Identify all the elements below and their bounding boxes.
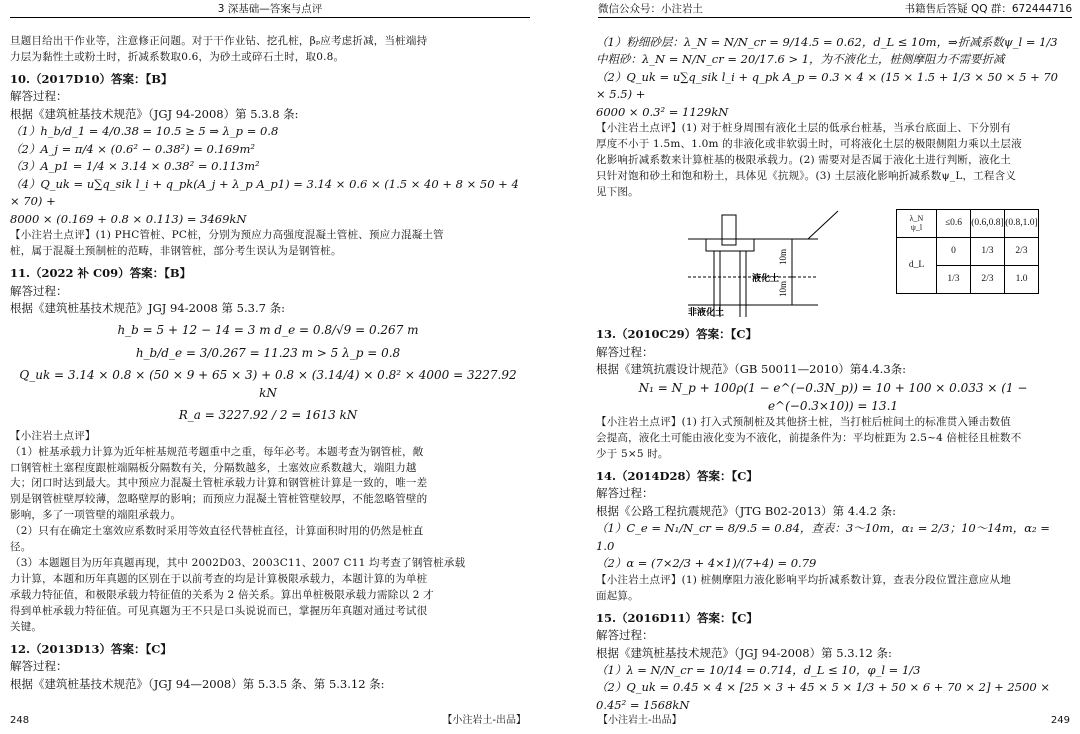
q10-comment: 桩，属于混凝土预制桩的范畴，非钢管桩，部分考生误认为是钢管桩。 [10,245,342,258]
q14-comment: 面起算。 [596,589,639,602]
q15-title: 15.（2016D11）答案：【C】 [596,610,758,625]
dim-10m-lower: 10m [778,281,788,298]
q11-comment: 关键。 [10,621,43,634]
page-body-left [10,34,526,693]
q13-eq: N₁ = N_p + 100ρ(1 − e^(−0.3N_p)) = 10 + 100 × 0.033 × (1 − e^(−0.3×10)) = 13.1 [638,380,1028,413]
q10-proc: 解答过程： [10,89,68,104]
q11-comment: （3）本题题目为历年真题再现，其中 2002D03、2003C11、2007 C11 均考查了钢管桩承载 [10,557,466,570]
q14-proc: 解答过程： [596,486,654,501]
q10-line: 8000 × (0.169 + 0.8 × 0.113) = 3469kN [10,211,247,226]
table-cell: 0 [937,238,971,266]
q11-eq4: R_a = 3227.92 / 2 = 1613 kN [178,408,358,423]
q10-line: （4）Q_uk = u∑q_sik l_i + q_pk(A_j + λ_p A_p1) = 3.14 × 0.6 × (1.5 × 40 + 8 × 50 + 4 × 70) + [10,176,519,209]
q11-comment: 影响，多了一项管壁的端阻承载力。 [10,509,182,522]
q15-proc: 解答过程： [596,628,654,643]
q11-comment-title: 【小注岩土点评】 [10,429,96,442]
q11-eq1: h_b = 5 + 12 − 14 = 3 m d_e = 0.8/√9 = 0.267 m [117,323,419,338]
top-comment: 化影响折减系数来计算桩基的极限承载力。(2) 需要对是否属于液化土进行判断，液化土 [596,154,1011,167]
top-comment: 【小注岩土点评】(1) 对于桩身周围有液化土层的低承台桩基，当承台底面上、下分别有 [596,122,1011,135]
q13-ref: 根据《建筑抗震设计规范》（GB 50011—2010）第4.4.3条: [596,362,907,377]
q11-comment: （1）桩基承载力计算为近年桩基规范考题重中之重，每年必考。本题考查为钢管桩，敞 [10,445,424,458]
q11-title: 11.（2022 补 C09）答案：【B】 [10,266,192,281]
q13-title: 13.（2010C29）答案：【C】 [596,327,758,342]
q14-title: 14.（2014D28）答案：【C】 [596,468,758,483]
table-cell: 1/3 [971,238,1005,266]
row-label-dl: d_L [897,238,937,294]
q14-line: （1）C_e = N₁/N_cr = 8/9.5 = 0.84，查表：3～10m，α₁ = 2/3；10～14m，α₂ = 1.0 [596,521,1050,553]
table-cell: 1/3 [937,266,971,294]
page-body-right [596,34,1070,714]
q13-comment: 会提高，液化土可能由液化变为不液化，前提条件为：平均桩距为 2.5~4 倍桩径且桩数不 [596,431,1022,444]
top-line: 中粗砂：λ_N = N/N_cr = 20/17.6 > 1，为不液化土，桩侧摩阻力不需要折减 [596,52,1005,67]
intro-line: 力层为黏性土或粉土时，折减系数取0.6，为砂土或碎石土时，取0.8。 [10,50,345,63]
q11-comment: 别是钢管桩壁厚较薄，忽略壁厚的影响；而预应力混凝土管桩管壁较厚，不能忽略管壁的 [10,493,428,506]
q12-title: 12.（2013D13）答案：【C】 [10,642,172,656]
table-header-corner: λ_N ψ_l [897,210,937,238]
q15-line: （1）λ = N/N_cr = 10/14 = 0.714，d_L ≤ 10，φ_l = 1/3 [596,662,921,677]
top-line: 6000 × 0.3² = 1129kN [596,104,729,119]
header-wechat: 微信公众号：小注岩土 [598,3,703,15]
page-number-right: 249 [1050,714,1070,726]
table-cell: 2/3 [971,266,1005,294]
q13-proc: 解答过程： [596,344,654,359]
page-right [540,0,1080,734]
q11-comment: 力计算，本题和历年真题的区别在于以前考查的均是计算极限承载力，本题计算的为单桩 [10,573,428,586]
page-number-left: 248 [10,714,30,726]
q15-ref: 根据《建筑桩基技术规范》（JGJ 94-2008）第 5.3.12 条: [596,645,892,660]
label-liquefied-soil: 液化土 [752,274,780,285]
footer-brand-right: 【小注岩土-出品】 [598,714,682,726]
q14-line: （2）α = (7×2/3 + 4×1)/(7+4) = 0.79 [596,556,817,571]
q11-comment: 得到单桩承载力特征值。可见真题为王不只是口头说说而已，掌握历年真题对通过考试很 [10,605,428,618]
top-comment: 见下图。 [596,186,639,199]
q14-ref: 根据《公路工程抗震规范》（JTG B02-2013）第 4.4.2 条: [596,503,897,518]
header-qq-group: 书籍售后答疑 QQ 群：672444716 [904,3,1072,15]
reduction-factor-table [896,209,1039,294]
q11-comment: （2）只有在确定土塞效应系数时采用等效直径代替桩直径，计算面积时用的仍然是桩直 [10,525,424,538]
liquefaction-figure [688,209,1070,321]
q10-comment: 【小注岩土点评】(1) PHC管桩、PC桩，分别为预应力高强度混凝土管桩、预应力混凝土管 [10,229,444,242]
table-cell: 2/3 [1005,238,1039,266]
q11-comment: 径。 [10,541,32,554]
q11-comment: 大；闭口时达到最大。其中预应力混凝土管桩承载力计算和钢管桩计算是一致的，唯一差 [10,477,428,490]
q10-title: 10.（2017D10）答案：【B】 [10,71,173,86]
dim-10m-upper: 10m [778,249,788,266]
q12-proc: 解答过程： [10,659,68,674]
page-header-left: 3 深基础—答案与点评 [10,0,530,18]
q10-ref: 根据《建筑桩基技术规范》（JGJ 94-2008）第 5.3.8 条: [10,106,299,121]
table-cell: 1.0 [1005,266,1039,294]
intro-line: 旦题目给出干作业等，注意修正问题。对于干作业钻、挖孔桩，βₚ应考虑折减，当桩端持 [10,35,428,47]
top-line: （1）粉细砂层：λ_N = N/N_cr = 9/14.5 = 0.62，d_L ≤ 10m，⇒折减系数ψ_l = 1/3 [596,35,1058,49]
col-header: (0.6,0.8] [971,210,1005,238]
q11-ref: 根据《建筑桩基技术规范》JGJ 94-2008 第 5.3.7 条: [10,300,285,315]
pile-diagram [688,209,898,321]
q10-line: （1）h_b/d_1 = 4/0.38 = 10.5 ≥ 5 ⇒ λ_p = 0.8 [10,124,279,139]
col-header: (0.8,1.0] [1005,210,1039,238]
q11-comment: 口钢管桩土塞程度跟桩端隔板分隔数有关，分隔数越多，土塞效应系数越大，端阻力越 [10,461,417,474]
q14-comment: 【小注岩土点评】(1) 桩侧摩阻力液化影响平均折减系数计算，查表分段位置注意应从地 [596,573,1011,586]
q11-proc: 解答过程： [10,283,68,298]
q12-ref: 根据《建筑桩基技术规范》（JGJ 94—2008）第 5.3.5 条、第 5.3.12 条: [10,676,385,691]
q10-line: （2）A_j = π/4 × (0.6² − 0.38²) = 0.169m² [10,141,255,156]
top-comment: 厚度不小于 1.5m、1.0m 的非液化或非软弱土时，可将液化土层的极限侧阻力乘以土层液 [596,138,1022,151]
q11-comment: 承载力特征值，和极限承载力特征值的关系为 2 倍关系。算出单桩极限承载力需除以 2 才 [10,589,434,602]
col-header: ≤0.6 [937,210,971,238]
q15-line: （2）Q_uk = 0.45 × 4 × [25 × 3 + 45 × 5 × 1/3 + 50 × 6 + 70 × 2] + 2500 × 0.45² = 1568kN [596,680,1050,712]
q11-eq3: Q_uk = 3.14 × 0.8 × (50 × 9 + 65 × 3) + 0.8 × (3.14/4) × 0.8² × 4000 = 3227.92 kN [19,367,517,401]
top-comment: 只针对饱和砂土和饱和粉土，具体见《抗规》。(3) 土层液化影响折减系数ψ_L，工程含义 [596,170,1017,183]
label-nonliquefied-soil: 非液化土 [688,308,725,319]
q13-comment: 少于 5×5 时。 [596,447,669,460]
q11-eq2: h_b/d_e = 3/0.267 = 11.23 m > 5 λ_p = 0.8 [135,345,401,360]
page-header-right [598,0,1072,18]
top-line: （2）Q_uk = u∑q_sik l_i + q_pk A_p = 0.3 × 4 × (15 × 1.5 + 1/3 × 50 × 5 + 70 × 5.5) + [596,69,1058,102]
q10-line: （3）A_p1 = 1/4 × 3.14 × 0.38² = 0.113m² [10,159,260,174]
footer-brand-left: 【小注岩土-出品】 [442,714,526,726]
q13-comment: 【小注岩土点评】(1) 打入式预制桩及其他挤土桩，当打桩后桩间土的标准贯入锤击数值 [596,415,1011,428]
